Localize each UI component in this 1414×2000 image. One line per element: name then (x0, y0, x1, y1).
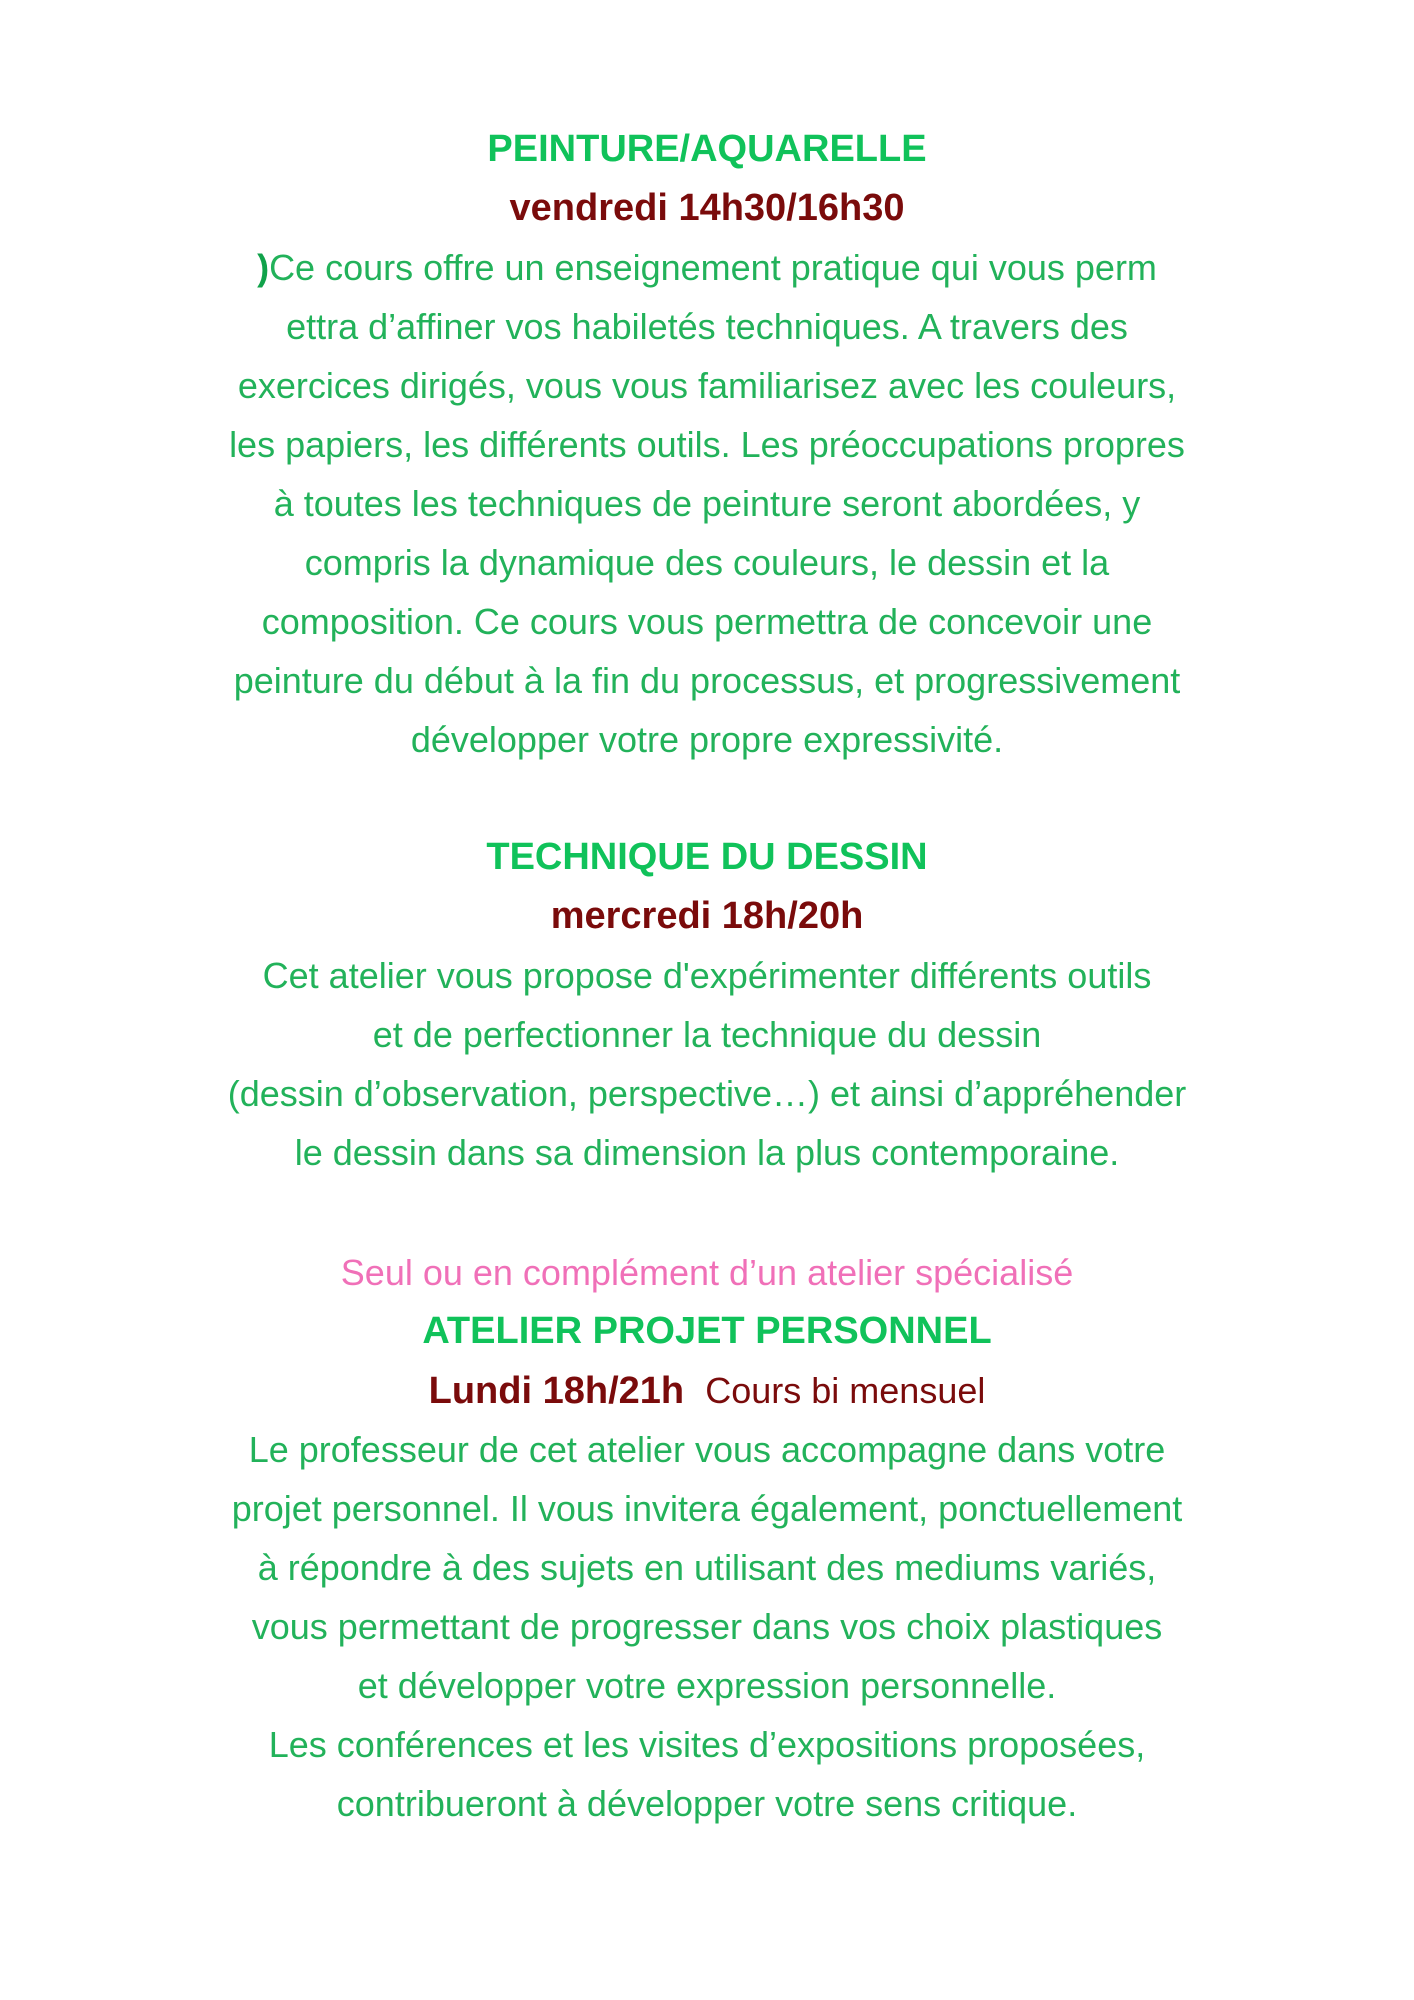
body-line: Cet atelier vous propose d'expérimenter différents outils (262, 955, 1152, 996)
body-line: et développer votre expression personnelle. (357, 1665, 1057, 1706)
body-line: et de perfectionner la technique du dessin (372, 1014, 1042, 1055)
body-line: compris la dynamique des couleurs, le dessin et la (304, 542, 1110, 583)
body-line: composition. Ce cours vous permettra de concevoir une (261, 601, 1153, 642)
schedule-note: Cours bi mensuel (705, 1370, 986, 1411)
body-line: le dessin dans sa dimension la plus contemporaine. (294, 1132, 1120, 1173)
section-subtitle: Seul ou en complément d’un atelier spécialisé (340, 1252, 1074, 1293)
section-schedule-row (100, 1361, 1314, 1420)
body-line: contribueront à développer votre sens critique. (336, 1783, 1078, 1824)
section-title: ATELIER PROJET PERSONNEL (422, 1310, 992, 1352)
body-line: les papiers, les différents outils. Les préoccupations propres (229, 424, 1185, 465)
body-line: ettra d’affiner vos habiletés techniques. A travers des (286, 306, 1128, 347)
body-line-text: Ce cours offre un enseignement pratique qui vous perm (269, 247, 1157, 288)
body-line: à toutes les techniques de peinture seront abordées, y (273, 483, 1141, 524)
section-schedule: mercredi 18h/20h (550, 895, 864, 937)
body-line: Le professeur de cet atelier vous accompagne dans votre (248, 1429, 1166, 1470)
body-line: exercices dirigés, vous vous familiarisez avec les couleurs, (237, 365, 1177, 406)
section-technique-du-dessin (100, 828, 1314, 1182)
body-line: (dessin d’observation, perspective…) et ainsi d’appréhender (227, 1073, 1187, 1114)
stray-parenthesis: ) (257, 247, 270, 288)
body-line: projet personnel. Il vous invitera également, ponctuellement (231, 1488, 1183, 1529)
body-line: développer votre propre expressivité. (410, 719, 1004, 760)
section-schedule: Lundi 18h/21h (428, 1370, 685, 1412)
body-line (100, 238, 1314, 297)
section-peinture-aquarelle (100, 120, 1314, 769)
section-title: PEINTURE/AQUARELLE (487, 128, 927, 170)
body-line: Les conférences et les visites d’expositions proposées, (268, 1724, 1146, 1765)
body-line: peinture du début à la fin du processus, et progressivement (233, 660, 1181, 701)
body-line: à répondre à des sujets en utilisant des mediums variés, (257, 1547, 1157, 1588)
body-line: vous permettant de progresser dans vos choix plastiques (251, 1606, 1163, 1647)
section-atelier-projet-personnel (100, 1243, 1314, 1833)
section-schedule: vendredi 14h30/16h30 (509, 187, 905, 229)
section-title: TECHNIQUE DU DESSIN (486, 836, 928, 878)
